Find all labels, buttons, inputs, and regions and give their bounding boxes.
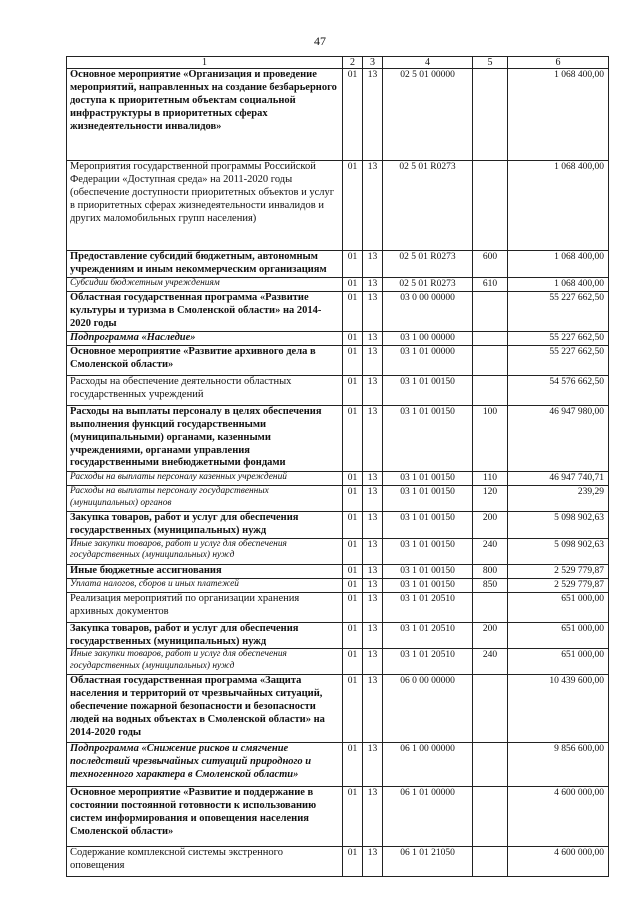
- row-expense-type: 850: [473, 578, 508, 592]
- row-name: Субсидии бюджетным учреждениям: [67, 277, 343, 291]
- row-target-article: 03 0 00 00000: [383, 291, 473, 331]
- row-target-article: 02 5 01 R0273: [383, 161, 473, 251]
- row-amount: 2 529 779,87: [508, 578, 609, 592]
- row-target-article: 03 1 01 00150: [383, 511, 473, 538]
- row-expense-type: [473, 69, 508, 161]
- row-section: 01: [343, 564, 363, 578]
- row-subsection: 13: [363, 69, 383, 161]
- row-target-article: 03 1 01 00000: [383, 345, 473, 375]
- row-subsection: 13: [363, 345, 383, 375]
- row-amount: 5 098 902,63: [508, 511, 609, 538]
- row-subsection: 13: [363, 622, 383, 649]
- row-target-article: 03 1 01 00150: [383, 564, 473, 578]
- row-section: 01: [343, 578, 363, 592]
- table-row: [67, 277, 609, 291]
- row-section: 01: [343, 787, 363, 847]
- row-amount: 4 600 000,00: [508, 787, 609, 847]
- row-target-article: 03 1 01 20510: [383, 622, 473, 649]
- row-target-article: 03 1 01 00150: [383, 375, 473, 405]
- row-subsection: 13: [363, 538, 383, 564]
- row-name: Закупка товаров, работ и услуг для обеспечения государственных (муниципальных) нужд: [67, 622, 343, 649]
- row-target-article: 06 1 01 21050: [383, 847, 473, 877]
- row-amount: 651 000,00: [508, 592, 609, 622]
- row-section: 01: [343, 622, 363, 649]
- row-subsection: 13: [363, 743, 383, 787]
- row-name: Расходы на обеспечение деятельности областных государственных учреждений: [67, 375, 343, 405]
- row-section: 01: [343, 592, 363, 622]
- row-section: 01: [343, 847, 363, 877]
- row-target-article: 02 5 01 R0273: [383, 251, 473, 278]
- row-amount: 1 068 400,00: [508, 277, 609, 291]
- row-expense-type: 110: [473, 471, 508, 485]
- row-section: 01: [343, 675, 363, 743]
- row-amount: 1 068 400,00: [508, 251, 609, 278]
- row-name: Реализация мероприятий по организации хранения архивных документов: [67, 592, 343, 622]
- row-name: Мероприятия государственной программы Российской Федерации «Доступная среда» на 2011-2020 годы (обеспечение доступности приоритетных объектов и услуг в приоритетных сферах жизнедеятельности инвалидов и других маломобильных групп населения): [67, 161, 343, 251]
- row-expense-type: [473, 375, 508, 405]
- row-expense-type: 600: [473, 251, 508, 278]
- row-subsection: 13: [363, 161, 383, 251]
- row-section: 01: [343, 291, 363, 331]
- row-section: 01: [343, 471, 363, 485]
- table-row: [67, 675, 609, 743]
- table-row: [67, 511, 609, 538]
- row-subsection: 13: [363, 471, 383, 485]
- row-subsection: 13: [363, 511, 383, 538]
- row-subsection: 13: [363, 564, 383, 578]
- row-amount: 239,29: [508, 485, 609, 511]
- row-name: Основное мероприятие «Развитие и поддержание в состоянии постоянной готовности к использованию систем информирования и оповещения населения Смоленской области»: [67, 787, 343, 847]
- row-name: Расходы на выплаты персоналу в целях обеспечения выполнения функций государственными (муниципальными) органами, казенными учреждениями, органами управления государственными внебюджетными фондами: [67, 405, 343, 471]
- row-expense-type: [473, 161, 508, 251]
- table-row: [67, 578, 609, 592]
- row-name: Областная государственная программа «Защита населения и территорий от чрезвычайных ситуаций, обеспечение пожарной безопасности и безопасности людей на водных объектах в Смоленской области» на 2014-2020 годы: [67, 675, 343, 743]
- row-amount: 1 068 400,00: [508, 69, 609, 161]
- row-amount: 46 947 980,00: [508, 405, 609, 471]
- row-section: 01: [343, 538, 363, 564]
- col-header-3: 3: [363, 57, 383, 69]
- row-amount: 46 947 740,71: [508, 471, 609, 485]
- row-name: Расходы на выплаты персоналу казенных учреждений: [67, 471, 343, 485]
- row-target-article: 03 1 00 00000: [383, 331, 473, 345]
- row-amount: 651 000,00: [508, 622, 609, 649]
- row-expense-type: 240: [473, 649, 508, 675]
- row-section: 01: [343, 375, 363, 405]
- row-name: Иные бюджетные ассигнования: [67, 564, 343, 578]
- row-subsection: 13: [363, 649, 383, 675]
- row-subsection: 13: [363, 331, 383, 345]
- row-amount: 651 000,00: [508, 649, 609, 675]
- table-row: [67, 161, 609, 251]
- table-row: [67, 564, 609, 578]
- row-expense-type: 800: [473, 564, 508, 578]
- row-target-article: 03 1 01 00150: [383, 538, 473, 564]
- row-expense-type: 240: [473, 538, 508, 564]
- row-subsection: 13: [363, 375, 383, 405]
- row-name: Расходы на выплаты персоналу государственных (муниципальных) органов: [67, 485, 343, 511]
- row-section: 01: [343, 251, 363, 278]
- row-target-article: 02 5 01 00000: [383, 69, 473, 161]
- row-amount: 55 227 662,50: [508, 291, 609, 331]
- row-amount: 55 227 662,50: [508, 345, 609, 375]
- row-subsection: 13: [363, 485, 383, 511]
- row-name: Основное мероприятие «Развитие архивного дела в Смоленской области»: [67, 345, 343, 375]
- row-target-article: 03 1 01 00150: [383, 485, 473, 511]
- row-amount: 10 439 600,00: [508, 675, 609, 743]
- row-expense-type: [473, 675, 508, 743]
- table-row: [67, 471, 609, 485]
- row-expense-type: [473, 787, 508, 847]
- row-amount: 1 068 400,00: [508, 161, 609, 251]
- table-row: [67, 485, 609, 511]
- row-target-article: 03 1 01 20510: [383, 649, 473, 675]
- row-expense-type: 100: [473, 405, 508, 471]
- row-section: 01: [343, 405, 363, 471]
- row-expense-type: [473, 847, 508, 877]
- row-name: Иные закупки товаров, работ и услуг для обеспечения государственных (муниципальных) нужд: [67, 649, 343, 675]
- table-row: [67, 375, 609, 405]
- table-row: [67, 69, 609, 161]
- table-row: [67, 345, 609, 375]
- row-expense-type: [473, 345, 508, 375]
- table-row: [67, 622, 609, 649]
- table-row: [67, 291, 609, 331]
- row-amount: 4 600 000,00: [508, 847, 609, 877]
- header-row: [67, 57, 609, 69]
- table-row: [67, 592, 609, 622]
- row-target-article: 03 1 01 00150: [383, 578, 473, 592]
- row-name: Содержание комплексной системы экстренного оповещения: [67, 847, 343, 877]
- row-subsection: 13: [363, 675, 383, 743]
- row-expense-type: 200: [473, 511, 508, 538]
- row-expense-type: [473, 592, 508, 622]
- row-target-article: 03 1 01 00150: [383, 405, 473, 471]
- row-name: Подпрограмма «Наследие»: [67, 331, 343, 345]
- table-row: [67, 405, 609, 471]
- table-row: [67, 847, 609, 877]
- row-subsection: 13: [363, 405, 383, 471]
- col-header-1: 1: [67, 57, 343, 69]
- row-target-article: 03 1 01 20510: [383, 592, 473, 622]
- row-name: Областная государственная программа «Развитие культуры и туризма в Смоленской области» на 2014-2020 годы: [67, 291, 343, 331]
- col-header-6: 6: [508, 57, 609, 69]
- row-subsection: 13: [363, 277, 383, 291]
- row-section: 01: [343, 277, 363, 291]
- row-section: 01: [343, 743, 363, 787]
- table-row: [67, 649, 609, 675]
- row-subsection: 13: [363, 847, 383, 877]
- row-expense-type: 120: [473, 485, 508, 511]
- row-target-article: 03 1 01 00150: [383, 471, 473, 485]
- col-header-2: 2: [343, 57, 363, 69]
- row-amount: 2 529 779,87: [508, 564, 609, 578]
- row-section: 01: [343, 331, 363, 345]
- row-name: Уплата налогов, сборов и иных платежей: [67, 578, 343, 592]
- row-target-article: 06 1 00 00000: [383, 743, 473, 787]
- row-target-article: 06 1 01 00000: [383, 787, 473, 847]
- table-row: [67, 331, 609, 345]
- row-expense-type: [473, 291, 508, 331]
- row-expense-type: [473, 331, 508, 345]
- row-name: Основное мероприятие «Организация и проведение мероприятий, направленных на создание безбарьерного доступа к приоритетным объектам социальной инфраструктуры в приоритетных сферах жизнедеятельности инвалидов»: [67, 69, 343, 161]
- row-subsection: 13: [363, 787, 383, 847]
- table-row: [67, 787, 609, 847]
- row-section: 01: [343, 485, 363, 511]
- col-header-4: 4: [383, 57, 473, 69]
- row-amount: 9 856 600,00: [508, 743, 609, 787]
- row-expense-type: 200: [473, 622, 508, 649]
- row-subsection: 13: [363, 578, 383, 592]
- row-name: Закупка товаров, работ и услуг для обеспечения государственных (муниципальных) нужд: [67, 511, 343, 538]
- row-expense-type: [473, 743, 508, 787]
- budget-table: [66, 56, 609, 877]
- row-name: Иные закупки товаров, работ и услуг для обеспечения государственных (муниципальных) нужд: [67, 538, 343, 564]
- col-header-5: 5: [473, 57, 508, 69]
- page-number: 47: [314, 34, 326, 48]
- table-row: [67, 251, 609, 278]
- row-expense-type: 610: [473, 277, 508, 291]
- row-section: 01: [343, 345, 363, 375]
- row-amount: 5 098 902,63: [508, 538, 609, 564]
- row-section: 01: [343, 161, 363, 251]
- table-row: [67, 743, 609, 787]
- row-section: 01: [343, 69, 363, 161]
- row-target-article: 02 5 01 R0273: [383, 277, 473, 291]
- row-amount: 55 227 662,50: [508, 331, 609, 345]
- table-row: [67, 538, 609, 564]
- row-section: 01: [343, 649, 363, 675]
- row-subsection: 13: [363, 592, 383, 622]
- row-amount: 54 576 662,50: [508, 375, 609, 405]
- row-target-article: 06 0 00 00000: [383, 675, 473, 743]
- row-subsection: 13: [363, 251, 383, 278]
- row-section: 01: [343, 511, 363, 538]
- row-name: Предоставление субсидий бюджетным, автономным учреждениям и иным некоммерческим организациям: [67, 251, 343, 278]
- row-name: Подпрограмма «Снижение рисков и смягчение последствий чрезвычайных ситуаций природного и техногенного характера в Смоленской области»: [67, 743, 343, 787]
- row-subsection: 13: [363, 291, 383, 331]
